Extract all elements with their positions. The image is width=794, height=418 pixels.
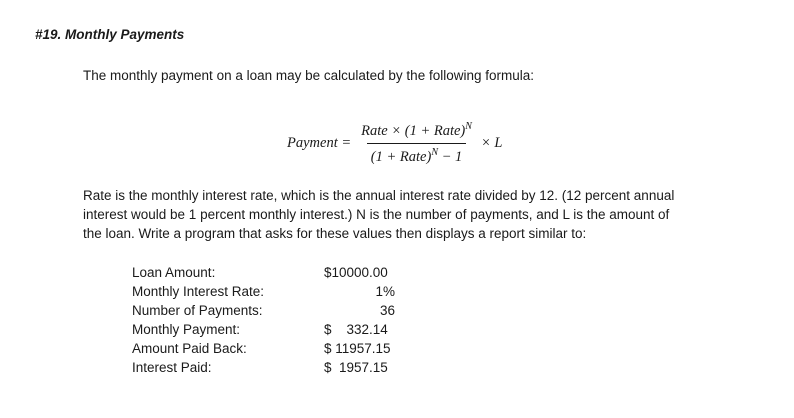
report-label: Amount Paid Back: (132, 341, 247, 356)
report-value: $ 332.14 (324, 322, 388, 337)
description-paragraph (83, 186, 743, 243)
report-value: $10000.00 (324, 265, 388, 280)
report-label: Loan Amount: (132, 265, 216, 280)
paragraph-line: the loan. Write a program that asks for these values then displays a report similar to: (83, 226, 587, 241)
report-value: 1% (375, 284, 395, 299)
formula-multiplier: × L (480, 135, 503, 151)
report-value: $ 11957.15 (324, 341, 391, 356)
report-label: Monthly Interest Rate: (132, 284, 265, 299)
report-label: Monthly Payment: (132, 322, 241, 337)
paragraph-line: Rate is the monthly interest rate, which is the annual interest rate divided by 12. (12 percent annual (83, 188, 675, 203)
report-value: $ 1957.15 (324, 360, 388, 375)
formula-denominator: (1 + Rate)$^N$ − 1 (367, 143, 466, 166)
formula-lhs: Payment = (287, 135, 352, 151)
report-label: Interest Paid: (132, 360, 212, 375)
intro-text: The monthly payment on a loan may be calculated by the following formula: (83, 68, 534, 83)
payment-formula (287, 121, 502, 166)
paragraph-line: interest would be 1 percent monthly interest.) N is the number of payments, and L is the amount of (83, 207, 670, 222)
formula-fraction (357, 121, 476, 166)
exercise-heading: #19. Monthly Payments (35, 27, 185, 42)
report-value: 36 (379, 303, 395, 318)
formula-numerator: Rate × (1 + Rate)$^N$ (361, 121, 472, 139)
report-label: Number of Payments: (132, 303, 263, 318)
